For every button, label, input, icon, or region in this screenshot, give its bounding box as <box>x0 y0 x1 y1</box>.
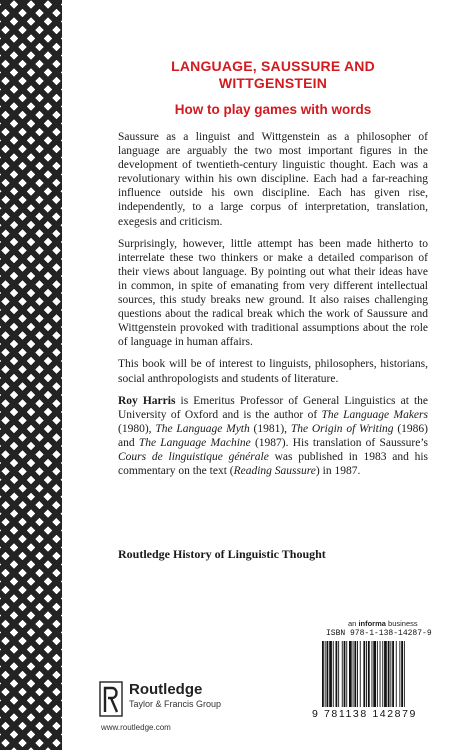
bio-text: (1986) and <box>118 422 428 449</box>
book-ref: Cours de linguistique générale <box>118 450 269 463</box>
routledge-logo-icon <box>99 681 125 719</box>
blurb-paragraph-2: Surprisingly, however, little attempt has been made hitherto to interrelate these two thinkers or make a detailed comparison of their views about language. By pointing out what their ideas have in common, in spite of emanating from very different intellectual sources, this study breaks new ground. It also raises challenging questions about the radical break which the work of Saussure and Wittgenstein provoked with traditional assumptions about the role of language in human affairs. <box>118 237 428 349</box>
author-bio <box>118 394 428 479</box>
book-ref: The Origin of Writing <box>290 422 394 435</box>
informa-prefix: an <box>348 619 359 628</box>
bio-text: (1987). His translation of Saussure’s <box>250 436 429 449</box>
publisher-url[interactable]: www.routledge.com <box>101 723 171 732</box>
blurb-paragraph-1: Saussure as a linguist and Wittgenstein as a philosopher of language are arguably the two most important figures in the development of twentieth-century linguistic thought. Each was a revolutionary within his own discipline. Each had a far-reaching influence outside his own discipline. Each has given rise, independently, to a large corpus of interpretation, translation, exegesis and criticism. <box>118 131 428 228</box>
book-subtitle: How to play games with words <box>174 102 372 117</box>
publisher-name: Routledge <box>129 681 203 698</box>
book-title: LANGUAGE, SAUSSURE AND WITTGENSTEIN <box>171 58 375 91</box>
barcode-icon <box>312 641 434 707</box>
decorative-pattern-strip <box>0 0 62 750</box>
bio-text: is Emeritus Professor of General Linguistics at the University of Oxford and is the author of <box>118 394 428 421</box>
book-ref: The Language Machine <box>138 436 251 449</box>
book-ref: The Language Makers <box>321 408 428 421</box>
bio-text: was published in 1983 and his commentary on the text ( <box>118 450 429 478</box>
series-name: Routledge History of Linguistic Thought <box>118 547 326 561</box>
informa-tagline <box>348 619 418 628</box>
blurb-paragraph-3: This book will be of interest to linguists, philosophers, historians, social anthropologists and students of literature. <box>118 358 428 385</box>
informa-suffix: business <box>385 619 418 628</box>
blurb <box>118 130 428 486</box>
book-ref: Reading Saussure <box>233 465 316 478</box>
publisher-group: Taylor & Francis Group <box>129 699 222 709</box>
informa-brand: informa <box>358 619 386 628</box>
bio-text: (1981), <box>249 422 291 435</box>
barcode-block <box>312 629 434 722</box>
bio-text: (1980), <box>118 422 156 435</box>
book-ref: The Language Myth <box>155 422 250 435</box>
bio-text: ) in 1987. <box>315 465 361 478</box>
isbn-label: ISBN 978-1-138-14287-9 <box>326 629 432 638</box>
barcode-digits: 9 781138 142879 <box>312 708 417 720</box>
author-name: Roy Harris <box>118 394 176 407</box>
